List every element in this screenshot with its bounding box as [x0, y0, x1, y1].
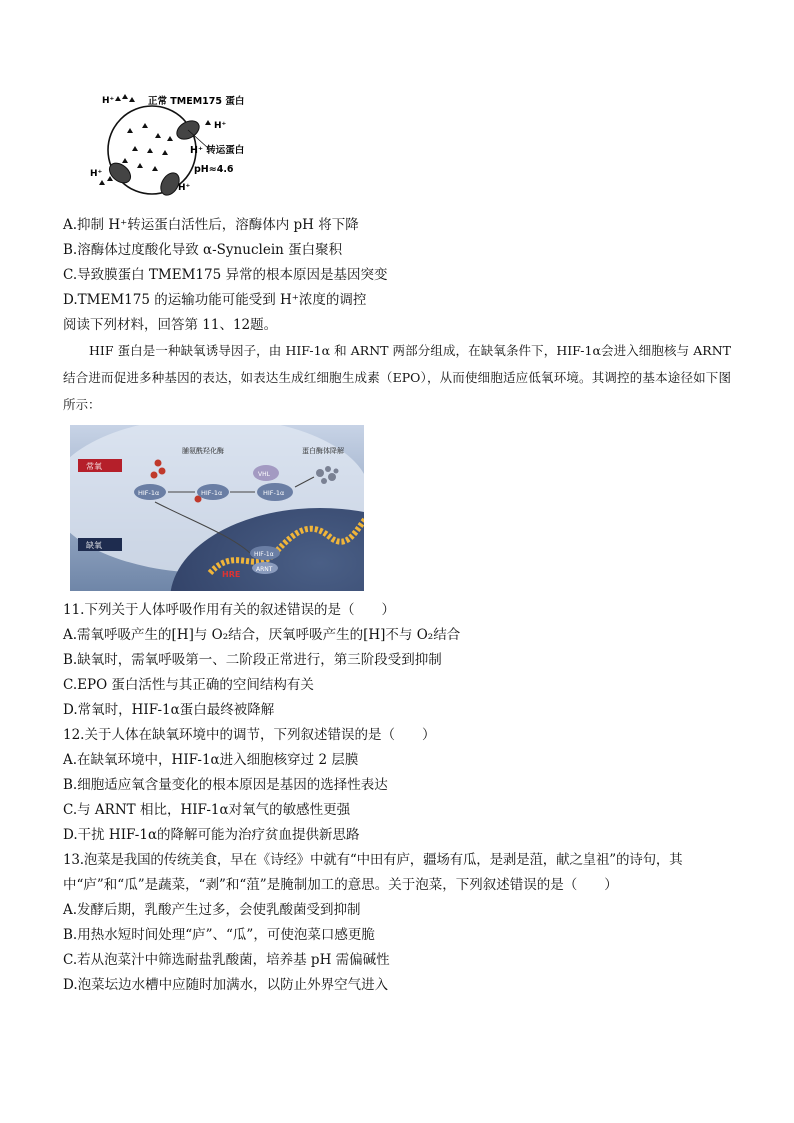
q13-option-d: D.泡菜坛边水槽中应随时加满水，以防止外界空气进入: [63, 977, 389, 993]
q12-option-a: A.在缺氧环境中，HIF-1α进入细胞核穿过 2 层膜: [63, 752, 359, 768]
q12-option-c: C.与 ARNT 相比，HIF-1α对氧气的敏感性更强: [63, 802, 351, 818]
label-hplus-left: H⁺: [102, 96, 115, 106]
hif-label-4: HIF-1α: [254, 551, 274, 558]
label-transport-protein: H⁺ 转运蛋白: [190, 145, 245, 156]
q13-option-a: A.发酵后期，乳酸产生过多，会使乳酸菌受到抑制: [63, 902, 361, 918]
q13-option-b: B.用热水短时间处理“庐”、“瓜”，可使泡菜口感更脆: [63, 927, 375, 943]
hif-label-2: HIF-1α: [201, 489, 223, 497]
label-hplus-right: H⁺: [214, 121, 227, 131]
hif-label-3: HIF-1α: [263, 489, 285, 497]
hif-pathway-figure: [70, 425, 364, 591]
label-hypoxia: 缺氧: [86, 541, 102, 550]
label-ph: pH≈4.6: [194, 164, 234, 175]
q12-stem: 12.关于人体在缺氧环境中的调节，下列叙述错误的是（ ）: [63, 727, 436, 743]
q11-option-a: A.需氧呼吸产生的[H]与 O₂结合，厌氧呼吸产生的[H]不与 O₂结合: [63, 627, 461, 643]
q13-option-c: C.若从泡菜汁中筛选耐盐乳酸菌，培养基 pH 需偏碱性: [63, 952, 390, 968]
q10-option-c: C.导致膜蛋白 TMEM175 异常的根本原因是基因突变: [63, 267, 388, 283]
q11-option-c: C.EPO 蛋白活性与其正确的空间结构有关: [63, 677, 314, 693]
q11-stem: 11.下列关于人体呼吸作用有关的叙述错误的是（ ）: [63, 602, 395, 618]
q11-option-d: D.常氧时，HIF-1α蛋白最终被降解: [63, 702, 275, 718]
label-enzyme: 脯氨酰羟化酶: [182, 447, 224, 455]
q12-option-d: D.干扰 HIF-1α的降解可能为治疗贫血提供新思路: [63, 827, 360, 843]
vhl-label: VHL: [258, 471, 270, 478]
q13-stem-line1: 13.泡菜是我国的传统美食，早在《诗经》中就有“中田有庐，疆场有瓜，是剥是菹，献之皇祖”的诗句，其: [63, 852, 683, 868]
reading-intro: 阅读下列材料，回答第 11、12题。: [63, 317, 278, 333]
q13-stem-line2: 中“庐”和“瓜”是蔬菜，“剥”和“菹”是腌制加工的意思。关于泡菜，下列叙述错误的是（ ）: [63, 877, 618, 893]
label-hplus-bottom-left: H⁺: [90, 169, 103, 179]
label-normoxia: 常氧: [86, 462, 102, 471]
q12-option-b: B.细胞适应氧含量变化的根本原因是基因的选择性表达: [63, 777, 388, 793]
label-normal-tmem175: 正常 TMEM175 蛋白: [148, 96, 245, 107]
hre-label: HRE: [222, 570, 241, 579]
q10-option-a: A.抑制 H⁺转运蛋白活性后，溶酶体内 pH 将下降: [63, 217, 359, 233]
hif-label-1: HIF-1α: [138, 489, 160, 497]
lysosome-figure: [90, 88, 265, 208]
q10-option-b: B.溶酶体过度酸化导致 α-Synuclein 蛋白聚积: [63, 242, 343, 258]
label-degradation: 蛋白酶体降解: [302, 447, 344, 455]
reading-passage: HIF 蛋白是一种缺氧诱导因子，由 HIF-1α 和 ARNT 两部分组成，在缺氧条件下，HIF-1α会进入细胞核与 ARNT 结合进而促进多种基因的表达，如表达生成红细胞生成素（EPO），从而使细胞适应低氧环境。其调控的基本途径如下图所示：: [63, 343, 731, 412]
q10-option-d: D.TMEM175 的运输功能可能受到 H⁺浓度的调控: [63, 292, 367, 308]
q11-option-b: B.缺氧时，需氧呼吸第一、二阶段正常进行，第三阶段受到抑制: [63, 652, 442, 668]
arnt-label: ARNT: [256, 566, 273, 573]
label-hplus-bottom: H⁺: [178, 183, 191, 193]
